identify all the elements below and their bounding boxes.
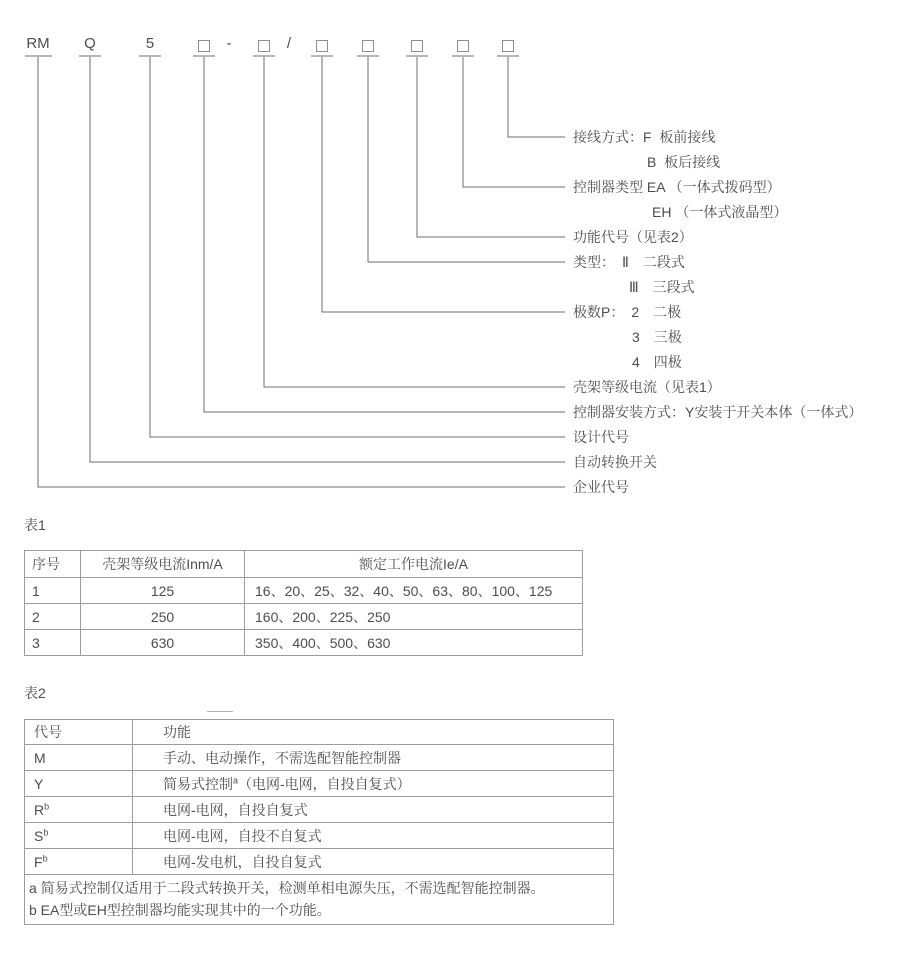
table-row (25, 849, 614, 875)
table-row (25, 823, 614, 849)
code-box-placeholder-2 (258, 40, 270, 52)
leader-line-frame-current (264, 57, 565, 387)
function-text: 电网-电网，自投不自复式 (163, 827, 322, 844)
table2-header-code: 代号 (25, 720, 133, 745)
function-text-post: （电网-电网，自投自复式） (238, 775, 411, 792)
table1-cell-index: 1 (25, 578, 81, 604)
code-segment-q: Q (84, 35, 96, 52)
label-poles-3: 3 三极 (632, 329, 682, 345)
leader-line-ats (90, 57, 565, 462)
leader-line-company-code (38, 57, 565, 487)
table2-footnotes (25, 875, 614, 925)
label-wiring-mode: 接线方式：F 板前接线 (573, 129, 716, 145)
table-row (25, 630, 583, 656)
table-row (25, 745, 614, 771)
slash-separator: / (286, 35, 292, 52)
label-type-two-stage: 类型： Ⅱ 二段式 (573, 254, 685, 270)
hyphen-separator: - (226, 35, 232, 52)
leader-line-wiring-mode (508, 57, 565, 137)
label-company-code: 企业代号 (573, 479, 629, 495)
label-type-three-stage: Ⅲ 三段式 (629, 279, 695, 295)
label-controller-type: 控制器类型 EA （一体式拨码型） (573, 179, 781, 195)
function-code-table (24, 719, 614, 925)
table2-header-function: 功能 (133, 720, 614, 745)
table2-footnote-row (25, 875, 614, 925)
table2-cell-function (133, 849, 614, 875)
table1-header-row (25, 551, 583, 578)
leader-line-type (368, 57, 565, 262)
code-box-placeholder-5 (411, 40, 423, 52)
leader-line-poles (322, 57, 565, 312)
footnote-b: b EA型或EH型控制器均能实现其中的一个功能。 (29, 902, 331, 918)
code-box-placeholder-1 (198, 40, 210, 52)
table-row (25, 797, 614, 823)
code-box-placeholder-4 (362, 40, 374, 52)
code-value: M (34, 749, 46, 766)
table1-cell-rated-current: 16、20、25、32、40、50、63、80、100、125 (245, 578, 583, 604)
code-value: S (34, 827, 44, 844)
table1-cell-frame-current: 125 (81, 578, 245, 604)
label-wiring-mode-b: B 板后接线 (647, 154, 721, 170)
label-poles-2: 极数P： 2 二极 (573, 304, 682, 320)
function-text: 电网-发电机，自投自复式 (163, 853, 322, 870)
code-box-placeholder-7 (502, 40, 514, 52)
table1-cell-frame-current: 250 (81, 604, 245, 630)
table2-cell-code (25, 745, 133, 771)
label-auto-transfer-switch: 自动转换开关 (573, 454, 657, 470)
table1-header-frame-current: 壳架等级电流Inm/A (81, 551, 245, 578)
table2-cell-function (133, 771, 614, 797)
table1-cell-index: 3 (25, 630, 81, 656)
table2-cell-function (133, 823, 614, 849)
table1-header-rated-current: 额定工作电流Ie/A (245, 551, 583, 578)
code-segment-5: 5 (145, 35, 155, 52)
table-row (25, 771, 614, 797)
function-text: 手动、电动操作，不需选配智能控制器 (163, 749, 401, 766)
code-superscript: b (43, 826, 49, 837)
leader-line-controller-type (463, 57, 565, 187)
code-value: F (34, 853, 43, 870)
table2-cell-code (25, 823, 133, 849)
frame-current-table (24, 550, 583, 656)
label-controller-mounting: 控制器安装方式：Y安装于开关本体（一体式） (573, 404, 863, 420)
table2-cell-code (25, 771, 133, 797)
table2-cell-code (25, 797, 133, 823)
table1-header-index: 序号 (25, 551, 81, 578)
table2-cell-function (133, 745, 614, 771)
label-controller-type-eh: EH （一体式液晶型） (652, 204, 788, 220)
function-text: 简易式控制 (163, 775, 233, 792)
code-superscript: b (42, 852, 48, 863)
function-text: 电网-电网，自投自复式 (163, 801, 308, 818)
code-box-placeholder-3 (316, 40, 328, 52)
table-row (25, 604, 583, 630)
table2-header-row (25, 720, 614, 745)
code-segment-rm: RM (26, 35, 50, 52)
table2-cell-function (133, 797, 614, 823)
code-box-placeholder-6 (457, 40, 469, 52)
label-design-code: 设计代号 (573, 429, 629, 445)
table2-cell-code (25, 849, 133, 875)
label-poles-4: 4 四极 (632, 354, 682, 370)
code-value: Y (34, 775, 44, 792)
code-value: R (34, 801, 45, 818)
stray-artifact-line (207, 711, 233, 712)
table2-caption: 表2 (24, 685, 46, 701)
table1-cell-rated-current: 160、200、225、250 (245, 604, 583, 630)
label-function-code: 功能代号（见表2） (573, 229, 693, 245)
leader-line-controller-mounting (204, 57, 565, 412)
footnote-a: a 简易式控制仅适用于二段式转换开关，检测单相电源失压，不需选配智能控制器。 (29, 880, 545, 896)
function-superscript: a (233, 774, 239, 785)
table1-cell-rated-current: 350、400、500、630 (245, 630, 583, 656)
leader-line-design-code (150, 57, 565, 437)
table1-cell-frame-current: 630 (81, 630, 245, 656)
table1-caption: 表1 (24, 517, 46, 533)
table1-cell-index: 2 (25, 604, 81, 630)
code-superscript: b (44, 800, 50, 811)
table-row (25, 578, 583, 604)
label-frame-current: 壳架等级电流（见表1） (573, 379, 721, 395)
leader-line-function-code (417, 57, 565, 237)
